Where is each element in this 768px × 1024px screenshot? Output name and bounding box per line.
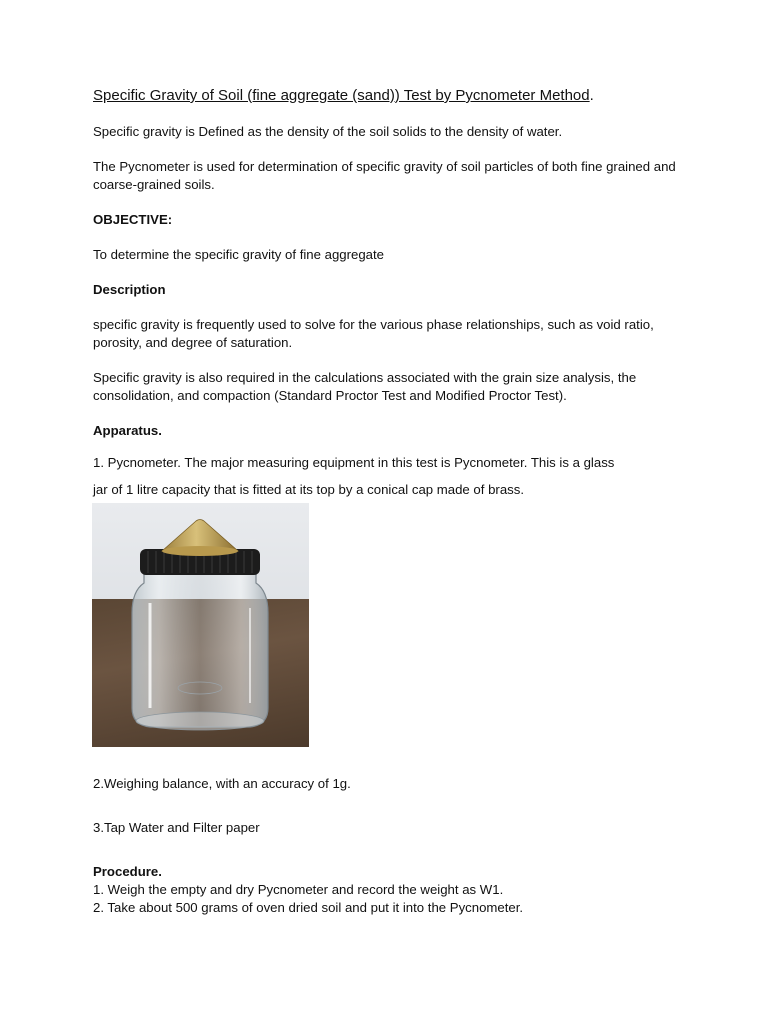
- apparatus-item-1-line-2: jar of 1 litre capacity that is fitted at its top by a conical cap made of brass.: [93, 482, 525, 497]
- pycnometer-jar-illustration: [92, 503, 309, 747]
- description-paragraph-2: Specific gravity is also required in the calculations associated with the grain size analysis, the consolidation, and compaction (Standard Proctor Test and Modified Proctor Test).: [93, 370, 637, 403]
- procedure-step-1: 1. Weigh the empty and dry Pycnometer and record the weight as W1.: [93, 882, 504, 897]
- description-heading: Description: [93, 282, 166, 297]
- description-paragraph-1: specific gravity is frequently used to solve for the various phase relationships, such as void ratio, porosity, and degree of saturation.: [93, 317, 654, 350]
- apparatus-item-2: 2.Weighing balance, with an accuracy of 1g.: [93, 776, 351, 791]
- jar-body: [132, 573, 268, 727]
- objective-text: To determine the specific gravity of fine aggregate: [93, 247, 385, 262]
- title-text: Specific Gravity of Soil (fine aggregate (sand)) Test by Pycnometer Method: [93, 87, 590, 104]
- document-title: [93, 86, 693, 106]
- procedure-section: [93, 863, 693, 917]
- definition-paragraph: Specific gravity is Defined as the density of the soil solids to the density of water.: [93, 124, 563, 139]
- procedure-heading: Procedure.: [93, 864, 162, 879]
- apparatus-heading: Apparatus.: [93, 423, 162, 438]
- pycnometer-paragraph: The Pycnometer is used for determination of specific gravity of soil particles of both fine grained and coarse-grained soils.: [93, 159, 676, 192]
- objective-heading: OBJECTIVE:: [93, 212, 173, 227]
- title-period: .: [589, 87, 594, 104]
- brass-cone-base: [162, 546, 238, 556]
- pycnometer-photo: [92, 503, 309, 747]
- jar-bottom: [136, 712, 264, 730]
- procedure-step-2: 2. Take about 500 grams of oven dried soil and put it into the Pycnometer.: [93, 900, 524, 915]
- document-page: [93, 86, 693, 917]
- apparatus-item-1-line-1: 1. Pycnometer. The major measuring equipment in this test is Pycnometer. This is a glass: [93, 455, 615, 470]
- apparatus-item-3: 3.Tap Water and Filter paper: [93, 820, 260, 835]
